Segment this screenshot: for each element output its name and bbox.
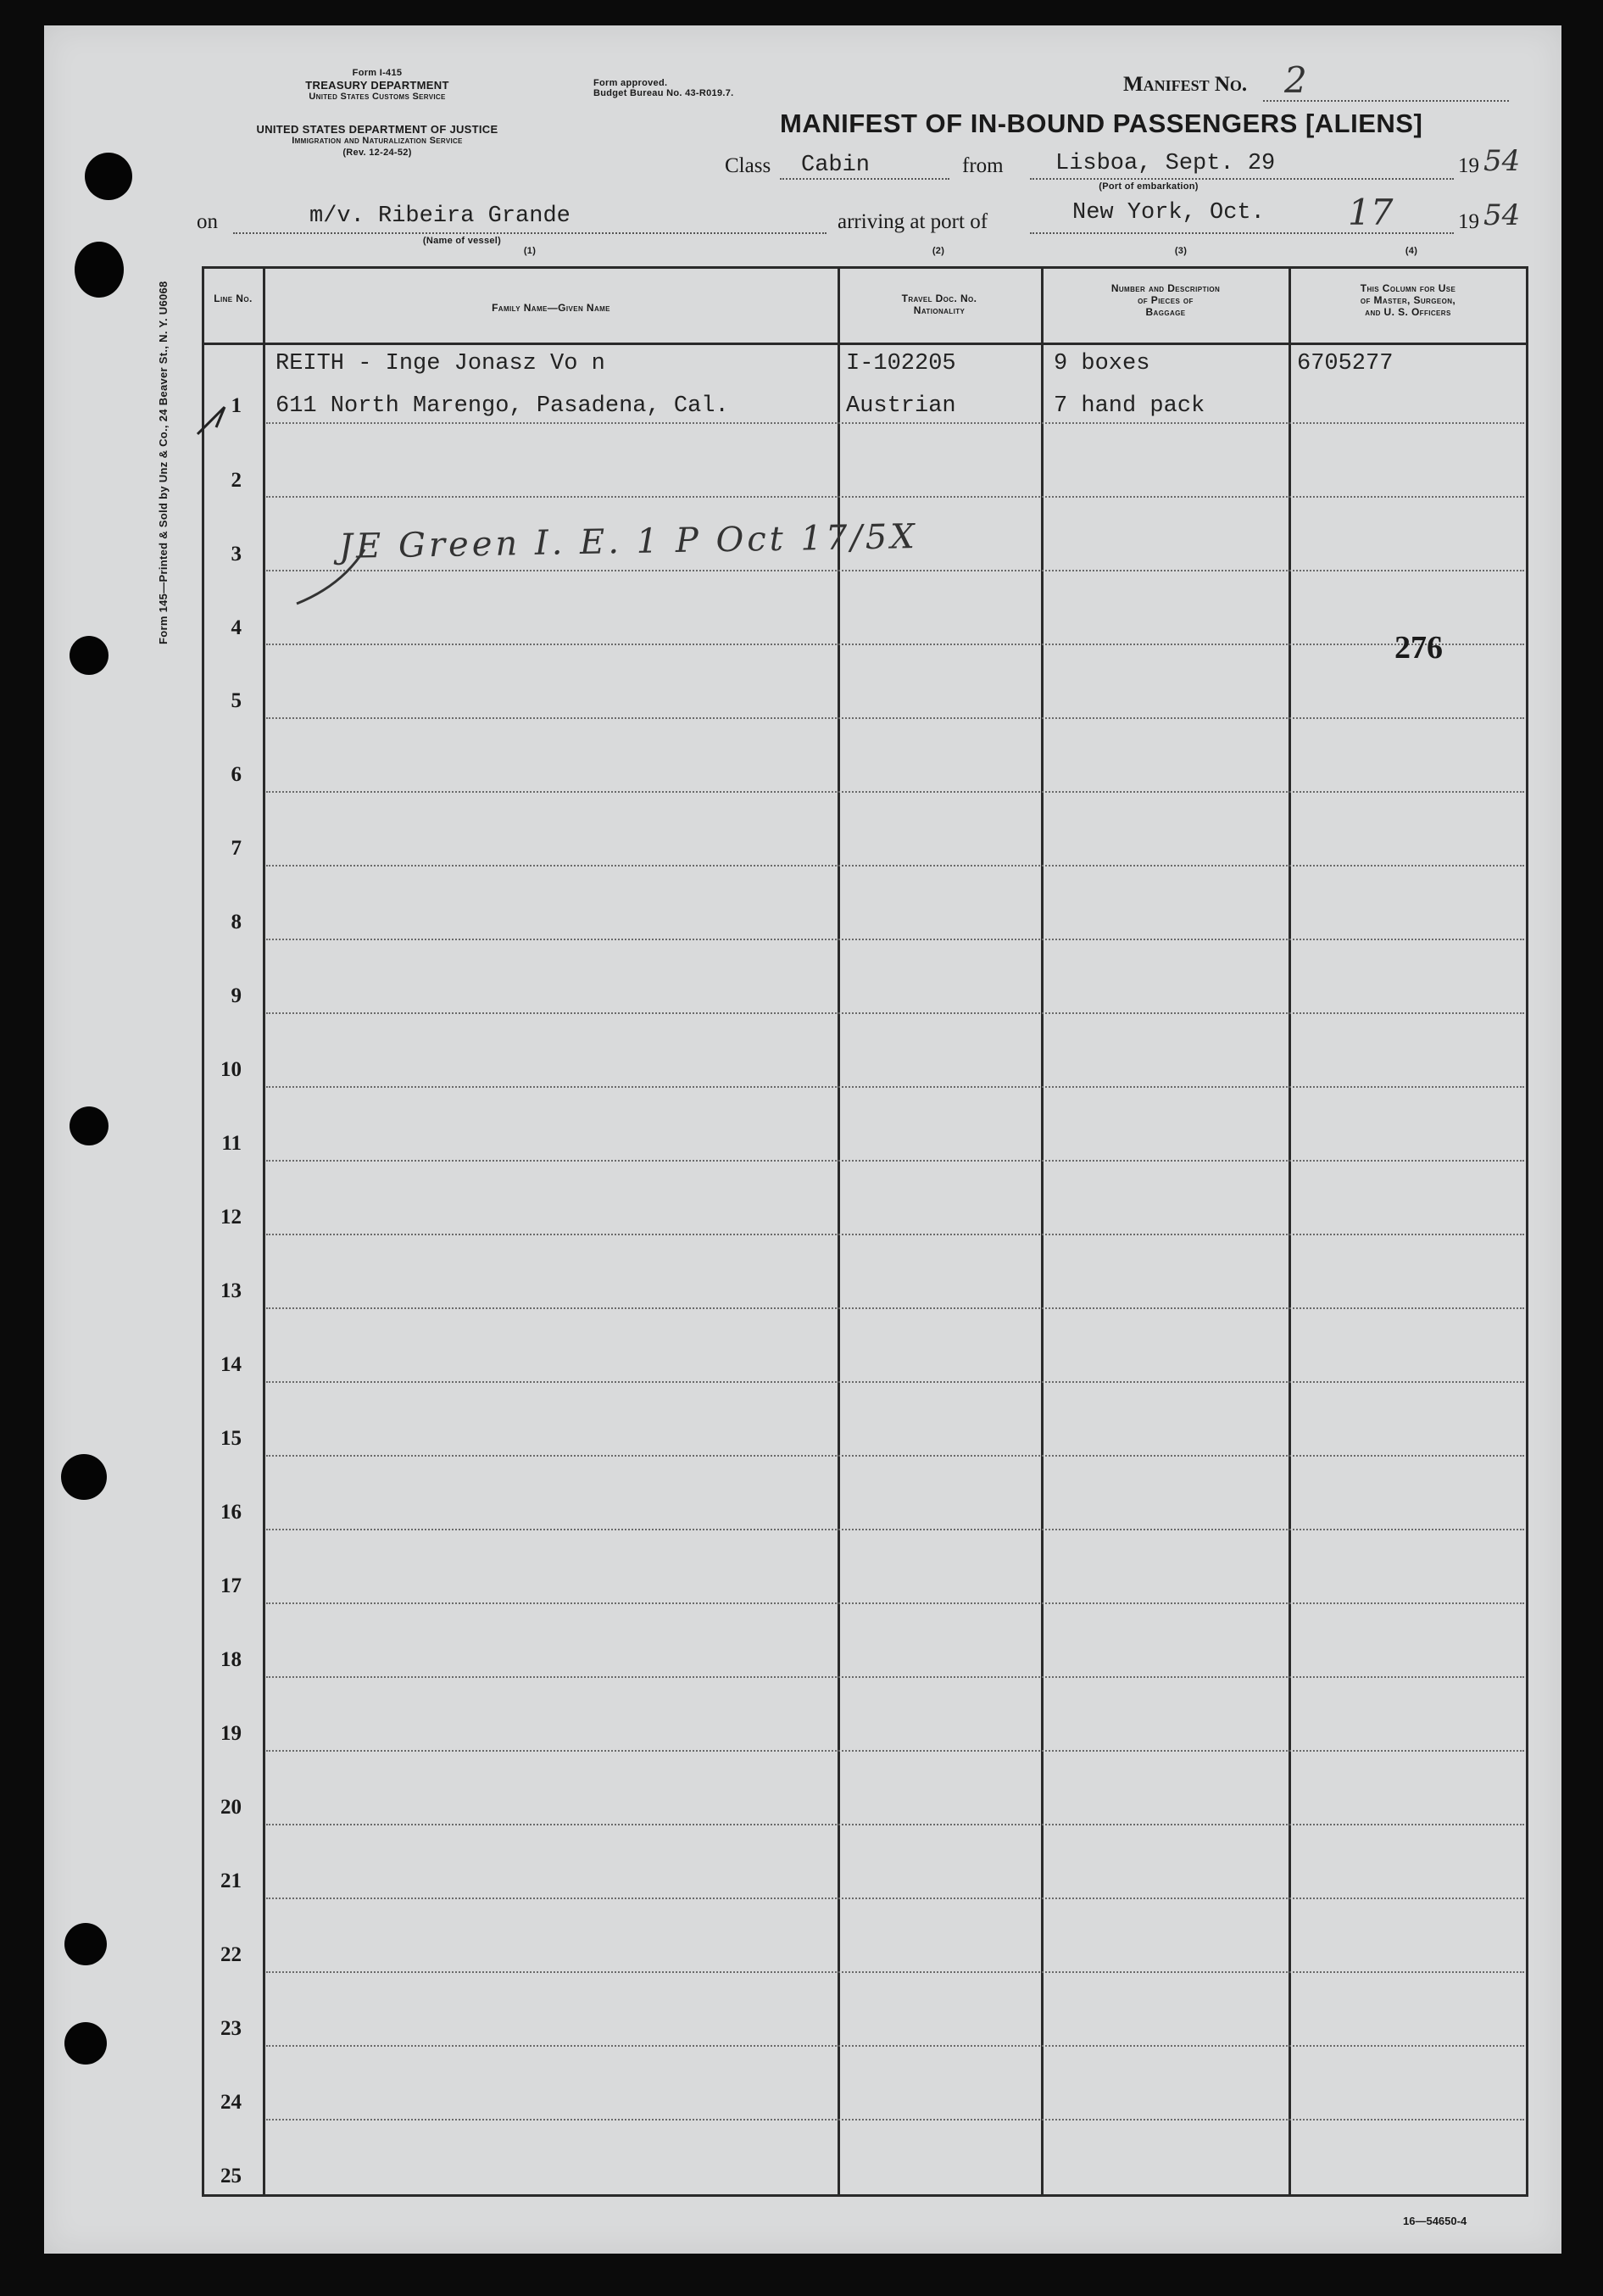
on-label: on	[197, 210, 218, 233]
col-caption-2: (2)	[932, 246, 945, 256]
travel-doc-number: I-102205	[846, 351, 956, 376]
justice-department: UNITED STATES DEPARTMENT OF JUSTICE	[256, 123, 498, 136]
line-number: 5	[231, 689, 242, 712]
year-prefix-2: 19	[1458, 210, 1479, 233]
col-header-travel-doc-l1: Travel Doc. No.	[901, 293, 977, 304]
line-number: 15	[220, 1427, 242, 1450]
row-rule	[266, 1234, 1524, 1235]
row-rule	[266, 939, 1524, 940]
form-approved: Form approved.	[593, 78, 668, 88]
budget-bureau-no: Budget Bureau No. 43-R019.7.	[593, 88, 734, 98]
punch-hole	[70, 636, 109, 675]
officer-number: 6705277	[1297, 351, 1394, 376]
form-revision: (Rev. 12-24-52)	[342, 148, 412, 158]
row-rule	[266, 496, 1524, 498]
row-rule	[266, 1381, 1524, 1383]
class-line	[780, 178, 949, 180]
table-top-border	[202, 266, 1528, 269]
port-line	[1030, 178, 1454, 180]
table-left-border	[202, 266, 204, 2197]
col-header-line-no-text: Line No.	[214, 293, 253, 304]
row-rule	[266, 1898, 1524, 1899]
passenger-name: REITH - Inge Jonasz Vo n	[276, 351, 605, 376]
col-header-travel-doc	[839, 293, 1039, 316]
check-mark-icon	[191, 390, 259, 441]
col-caption-3: (3)	[1174, 246, 1188, 256]
row-rule	[266, 422, 1524, 424]
col-header-baggage-l2: of Pieces of	[1138, 294, 1194, 306]
table-header-border	[202, 343, 1528, 345]
punch-hole	[64, 1923, 107, 1965]
punch-hole	[70, 1106, 109, 1145]
year-prefix-1: 19	[1458, 154, 1479, 177]
line-number: 6	[231, 763, 242, 786]
manifest-no-label: Manifest No.	[1123, 73, 1248, 96]
col-caption-4: (4)	[1405, 246, 1418, 256]
arrival-day: 17	[1348, 192, 1394, 233]
arriving-label: arriving at port of	[838, 210, 988, 233]
col-divider-1	[263, 266, 265, 2197]
line-number: 16	[220, 1501, 242, 1524]
row-rule	[266, 1160, 1524, 1162]
line-number: 18	[220, 1648, 242, 1671]
col-header-officers	[1290, 282, 1526, 318]
inspector-notation: JE Green I. E. 1 P Oct 17/5X	[338, 517, 919, 566]
passenger-address: 611 North Marengo, Pasadena, Cal.	[276, 393, 729, 419]
row-rule	[266, 2119, 1524, 2120]
stamp-number: 276	[1394, 630, 1443, 666]
line-number: 4	[231, 616, 242, 639]
col-header-baggage	[1043, 282, 1289, 318]
punch-hole	[75, 242, 124, 298]
row-rule	[266, 1971, 1524, 1973]
col-divider-4	[1289, 266, 1291, 2197]
row-rule	[266, 1750, 1524, 1752]
col-caption-1: (1)	[523, 246, 537, 256]
punch-hole	[85, 153, 132, 200]
line-number: 7	[231, 837, 242, 860]
page-title: MANIFEST OF IN-BOUND PASSENGERS [ALIENS]	[780, 109, 1423, 138]
class-label: Class	[725, 154, 771, 177]
line-number: 23	[220, 2017, 242, 2040]
col-header-officers-l3: and U. S. Officers	[1365, 306, 1451, 318]
line-number: 12	[220, 1206, 242, 1229]
line-number: 21	[220, 1870, 242, 1892]
from-label: from	[962, 154, 1004, 177]
ins-service: Immigration and Naturalization Service	[292, 136, 463, 146]
row-rule	[266, 1602, 1524, 1604]
punch-hole	[64, 2022, 107, 2065]
row-rule	[266, 1529, 1524, 1530]
form-number: Form I-415	[352, 68, 403, 78]
class-value: Cabin	[801, 153, 871, 178]
row-rule	[266, 865, 1524, 867]
row-rule	[266, 1824, 1524, 1825]
year-suffix-1: 54	[1483, 144, 1521, 178]
row-rule	[266, 1086, 1524, 1088]
line-number: 8	[231, 911, 242, 933]
line-number: 11	[221, 1132, 242, 1155]
col-header-travel-doc-l2: Nationality	[913, 304, 966, 316]
line-number: 14	[220, 1353, 242, 1376]
row-rule	[266, 2045, 1524, 2047]
line-number: 20	[220, 1796, 242, 1819]
line-number: 22	[220, 1943, 242, 1966]
manifest-no-line	[1263, 100, 1509, 102]
footer-code: 16—54650-4	[1403, 2215, 1467, 2227]
col-header-name: Family Name—Given Name	[492, 302, 610, 314]
punch-hole	[61, 1454, 107, 1500]
line-number: 25	[220, 2165, 242, 2187]
row-rule	[266, 644, 1524, 645]
signature-flourish-icon	[288, 543, 390, 610]
nationality: Austrian	[846, 393, 956, 419]
arrival-line	[1030, 232, 1454, 234]
col-divider-3	[1041, 266, 1044, 2197]
port-of-embarkation: Lisboa, Sept. 29	[1055, 151, 1276, 176]
side-imprint: Form 145—Printed & Sold by Unz & Co., 24 Beaver St., N. Y. U6068	[157, 281, 170, 644]
line-number: 3	[231, 543, 242, 566]
row-rule	[266, 1012, 1524, 1014]
line-number: 10	[220, 1058, 242, 1081]
manifest-no-value: 2	[1284, 59, 1307, 101]
vessel-name: m/v. Ribeira Grande	[309, 203, 571, 229]
baggage-line-2: 7 hand pack	[1054, 393, 1205, 419]
line-number: 13	[220, 1279, 242, 1302]
customs-service: United States Customs Service	[309, 92, 446, 102]
col-header-baggage-l1: Number and Description	[1110, 282, 1221, 294]
table-bottom-border	[202, 2194, 1528, 2197]
vessel-line	[233, 232, 827, 234]
row-rule	[266, 791, 1524, 793]
baggage-line-1: 9 boxes	[1054, 351, 1150, 376]
row-rule	[266, 570, 1524, 571]
line-number: 24	[220, 2091, 242, 2114]
row-rule	[266, 1455, 1524, 1457]
col-header-baggage-l3: Baggage	[1145, 306, 1186, 318]
vessel-caption: (Name of vessel)	[422, 236, 502, 246]
col-header-line-no	[203, 293, 263, 304]
row-rule	[266, 717, 1524, 719]
treasury-department: TREASURY DEPARTMENT	[305, 79, 449, 92]
line-number: 1	[231, 394, 242, 417]
col-header-officers-l2: of Master, Surgeon,	[1360, 294, 1456, 306]
line-number: 19	[220, 1722, 242, 1745]
year-suffix-2: 54	[1483, 198, 1521, 232]
table-right-border	[1526, 266, 1528, 2197]
line-number: 9	[231, 984, 242, 1007]
port-caption: (Port of embarkation)	[1099, 181, 1199, 192]
col-header-officers-l1: This Column for Use	[1360, 282, 1456, 294]
line-number: 2	[231, 469, 242, 492]
arrival-port: New York, Oct.	[1072, 200, 1265, 226]
row-rule	[266, 1676, 1524, 1678]
line-number: 17	[220, 1574, 242, 1597]
row-rule	[266, 1307, 1524, 1309]
